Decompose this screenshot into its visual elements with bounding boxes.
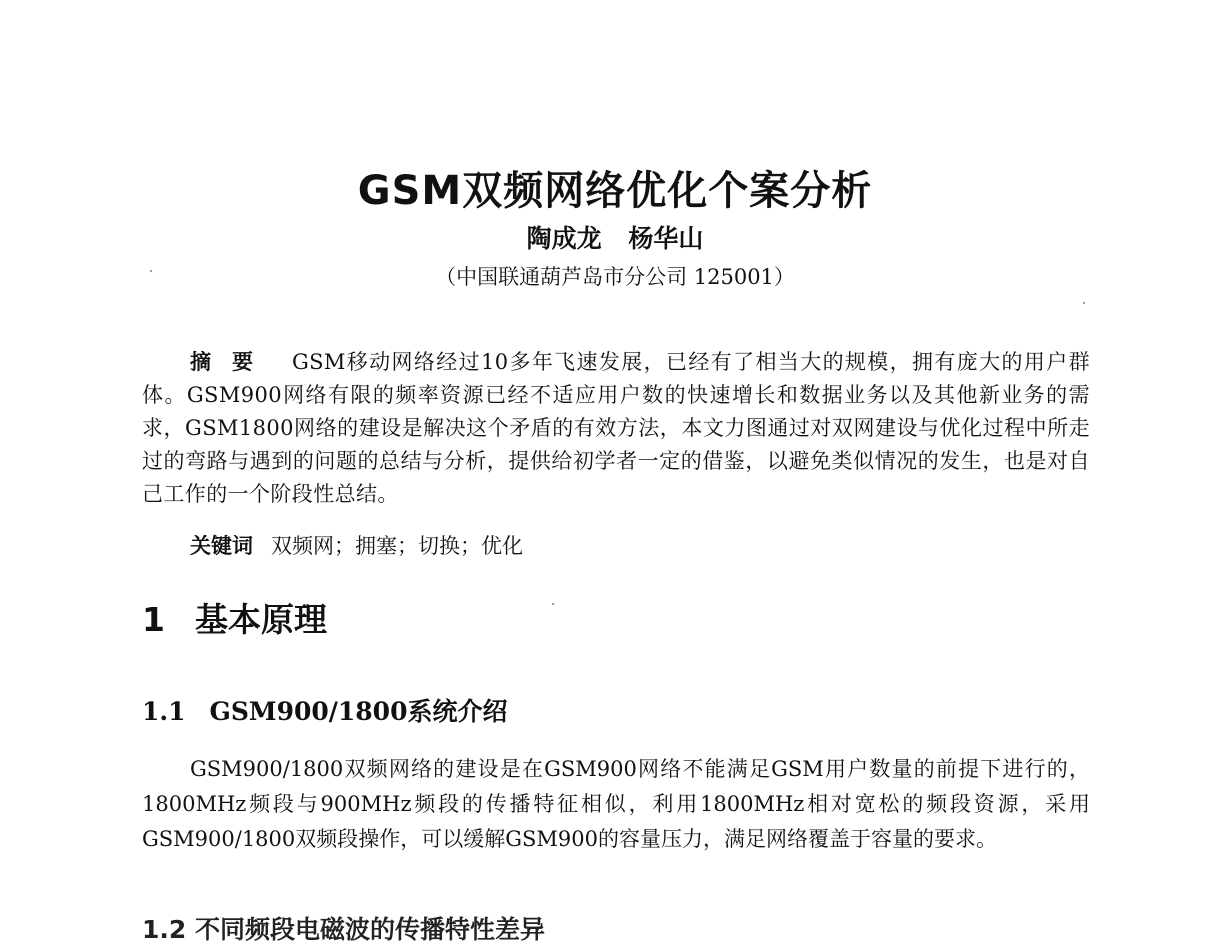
subsection-number: 1.1 — [142, 697, 186, 726]
subsection-title: GSM900/1800系统介绍 — [209, 697, 508, 726]
keywords-label: 关键词 — [190, 534, 253, 558]
paper-authors: 陶成龙 杨华山 — [526, 224, 704, 253]
scan-speck — [150, 270, 152, 272]
abstract-block — [142, 346, 1090, 511]
abstract-text: GSM移动网络经过10多年飞速发展，已经有了相当大的规模，拥有庞大的用户群体。GSM900网络有限的频率资源已经不适应用户数的快速增长和数据业务以及其他新业务的需求，GSM1800网络的建设是解决这个矛盾的有效方法，本文力图通过对双网建设与优化过程中所走过的弯路与遇到的问题的总结与分析，提供给初学者一定的借鉴，以避免类似情况的发生，也是对自己工作的一个阶段性总结。 — [142, 350, 1091, 506]
abstract-label: 摘要 — [190, 350, 274, 374]
section-title: 基本原理 — [194, 600, 327, 639]
body-text — [142, 752, 1090, 857]
subsection-heading-1-1 — [142, 694, 507, 730]
next-heading-partial: 1.2 不同频段电磁波的传播特性差异 — [142, 915, 545, 944]
section-heading-1 — [142, 598, 327, 642]
abstract-paragraph — [142, 346, 1090, 511]
paper-title: GSM双频网络优化个案分析 — [357, 168, 873, 214]
scan-speck — [1083, 302, 1085, 304]
keywords-text: 双频网；拥塞；切换；优化 — [271, 534, 523, 558]
body-paragraph: GSM900/1800双频网络的建设是在GSM900网络不能满足GSM用户数量的前提下进行的，1800MHz频段与900MHz频段的传播特征相似，利用1800MHz相对宽松的频段资源，采用GSM900/1800双频段操作，可以缓解GSM900的容量压力，满足网络覆盖于容量的要求。 — [142, 757, 1090, 851]
keywords-line — [190, 530, 523, 563]
section-number: 1 — [142, 600, 165, 639]
scan-speck — [552, 603, 554, 605]
paper-affiliation: （中国联通葫芦岛市分公司 125001） — [435, 265, 795, 289]
